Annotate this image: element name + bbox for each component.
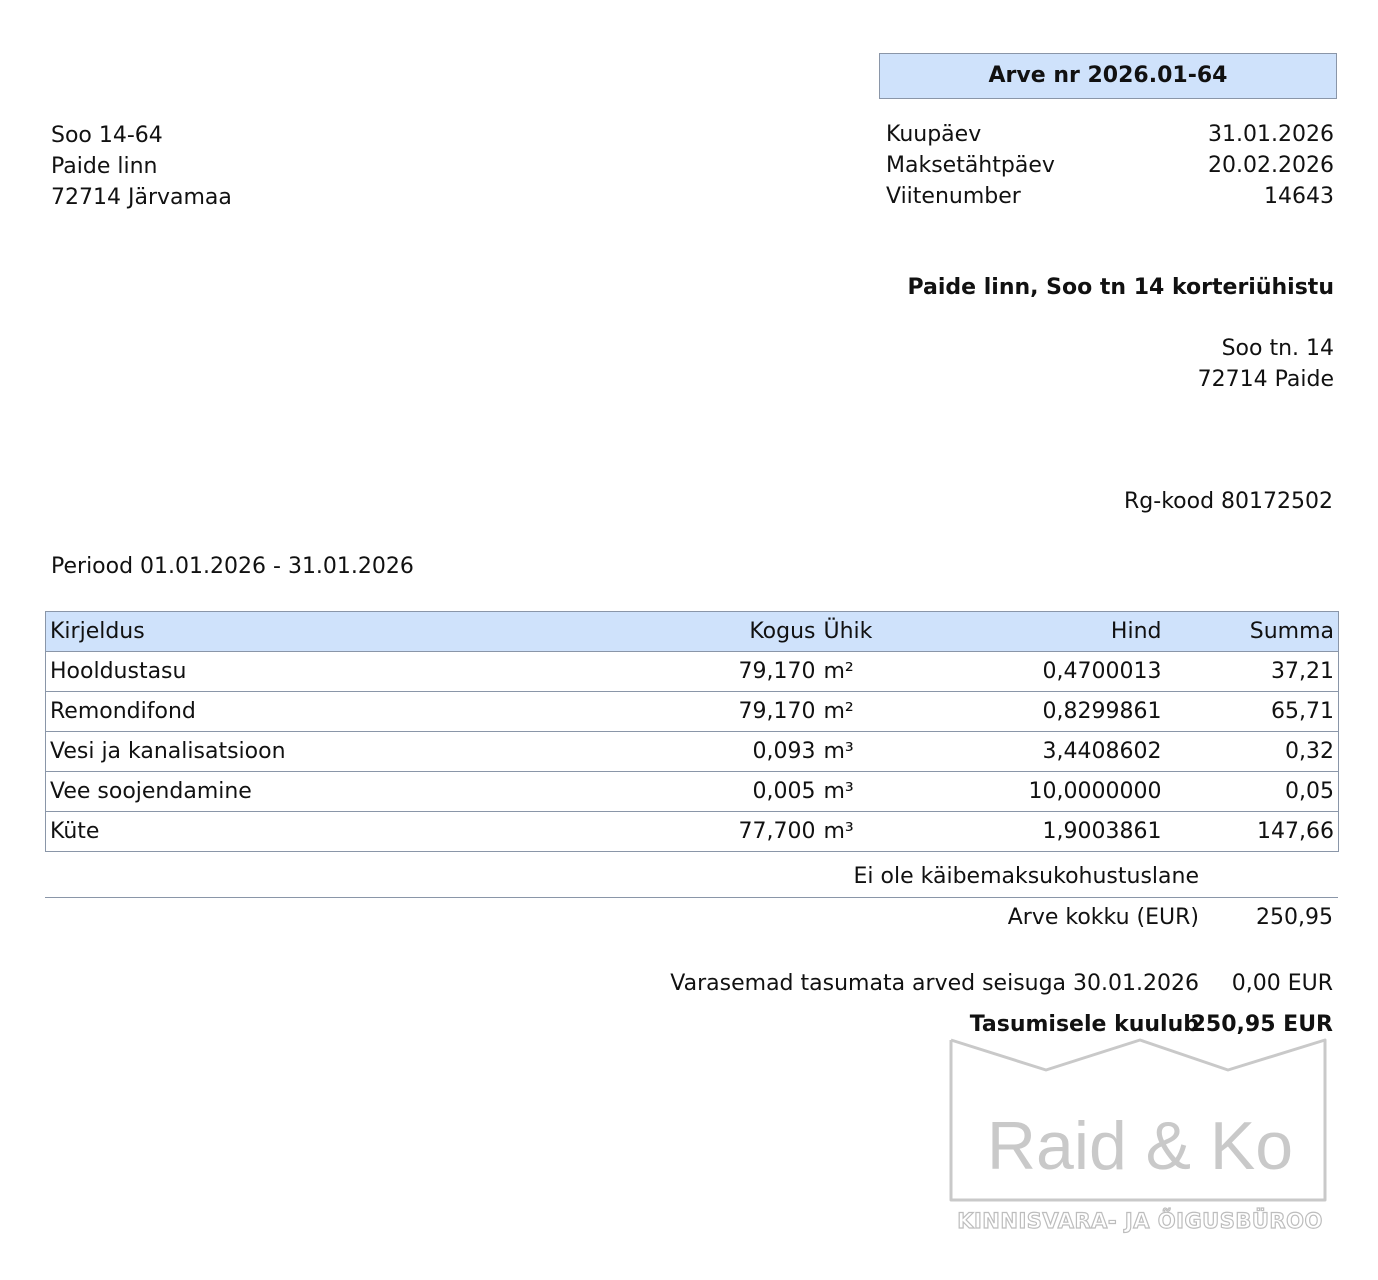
invoice-ref-value: 14643 [1264, 184, 1334, 209]
recipient-line-2: Paide linn [51, 154, 158, 179]
row-unit: m² [820, 692, 940, 732]
row-price: 0,4700013 [940, 652, 1166, 692]
amount-due-value: 250,95 EUR [1190, 1012, 1333, 1037]
company-logo [948, 1036, 1330, 1236]
invoice-items-table [45, 611, 1339, 852]
table-row [46, 812, 1339, 852]
table-row [46, 652, 1339, 692]
issuer-name: Paide linn, Soo tn 14 korteriühistu [907, 275, 1334, 300]
vat-note: Ei ole käibemaksukohustuslane [853, 864, 1199, 889]
amount-due-label: Tasumisele kuulub [969, 1012, 1199, 1037]
recipient-line-3: 72714 Järvamaa [51, 185, 232, 210]
table-header-row [46, 612, 1339, 652]
table-row [46, 692, 1339, 732]
total-value: 250,95 [1256, 905, 1333, 930]
invoice-title: Arve nr 2026.01-64 [879, 53, 1337, 99]
company-logo-graphic [948, 1036, 1330, 1236]
row-price: 10,0000000 [940, 772, 1166, 812]
row-quantity: 79,170 [566, 692, 820, 732]
header-description: Kirjeldus [46, 612, 566, 652]
row-sum: 65,71 [1166, 692, 1339, 732]
issuer-street: Soo tn. 14 [1221, 336, 1334, 361]
invoice-due-label: Maksetähtpäev [886, 153, 1055, 178]
previous-unpaid-value: 0,00 EUR [1231, 971, 1333, 996]
row-quantity: 79,170 [566, 652, 820, 692]
row-quantity: 0,005 [566, 772, 820, 812]
header-unit: Ühik [820, 612, 940, 652]
issuer-reg-code: Rg-kood 80172502 [1124, 489, 1333, 514]
billing-period: Periood 01.01.2026 - 31.01.2026 [51, 554, 414, 579]
totals-divider [45, 897, 1338, 898]
row-unit: m³ [820, 812, 940, 852]
row-unit: m³ [820, 732, 940, 772]
total-label: Arve kokku (EUR) [1007, 905, 1199, 930]
invoice-due-row [886, 151, 1334, 182]
logo-tagline: KINNISVARA- JA ÕIGUSBÜROO [957, 1209, 1323, 1233]
row-sum: 147,66 [1166, 812, 1339, 852]
recipient-address [51, 120, 232, 213]
table-row [46, 732, 1339, 772]
row-description: Vesi ja kanalisatsioon [46, 732, 566, 772]
header-quantity: Kogus [566, 612, 820, 652]
issuer-city: 72714 Paide [1197, 367, 1334, 392]
row-description: Küte [46, 812, 566, 852]
row-description: Vee soojendamine [46, 772, 566, 812]
previous-unpaid-label: Varasemad tasumata arved seisuga 30.01.2026 [670, 971, 1199, 996]
row-quantity: 77,700 [566, 812, 820, 852]
logo-name: Raid & Ko [986, 1108, 1294, 1184]
row-description: Hooldustasu [46, 652, 566, 692]
row-quantity: 0,093 [566, 732, 820, 772]
row-price: 3,4408602 [940, 732, 1166, 772]
row-sum: 0,05 [1166, 772, 1339, 812]
row-unit: m² [820, 652, 940, 692]
row-description: Remondifond [46, 692, 566, 732]
invoice-date-row [886, 120, 1334, 151]
table-row [46, 772, 1339, 812]
recipient-line-1: Soo 14-64 [51, 123, 163, 148]
header-sum: Summa [1166, 612, 1339, 652]
invoice-date-label: Kuupäev [886, 122, 982, 147]
invoice-date-value: 31.01.2026 [1208, 122, 1334, 147]
row-price: 1,9003861 [940, 812, 1166, 852]
row-sum: 0,32 [1166, 732, 1339, 772]
row-unit: m³ [820, 772, 940, 812]
row-sum: 37,21 [1166, 652, 1339, 692]
row-price: 0,8299861 [940, 692, 1166, 732]
invoice-due-value: 20.02.2026 [1208, 153, 1334, 178]
header-price: Hind [940, 612, 1166, 652]
invoice-ref-row [886, 182, 1334, 213]
invoice-ref-label: Viitenumber [886, 184, 1021, 209]
